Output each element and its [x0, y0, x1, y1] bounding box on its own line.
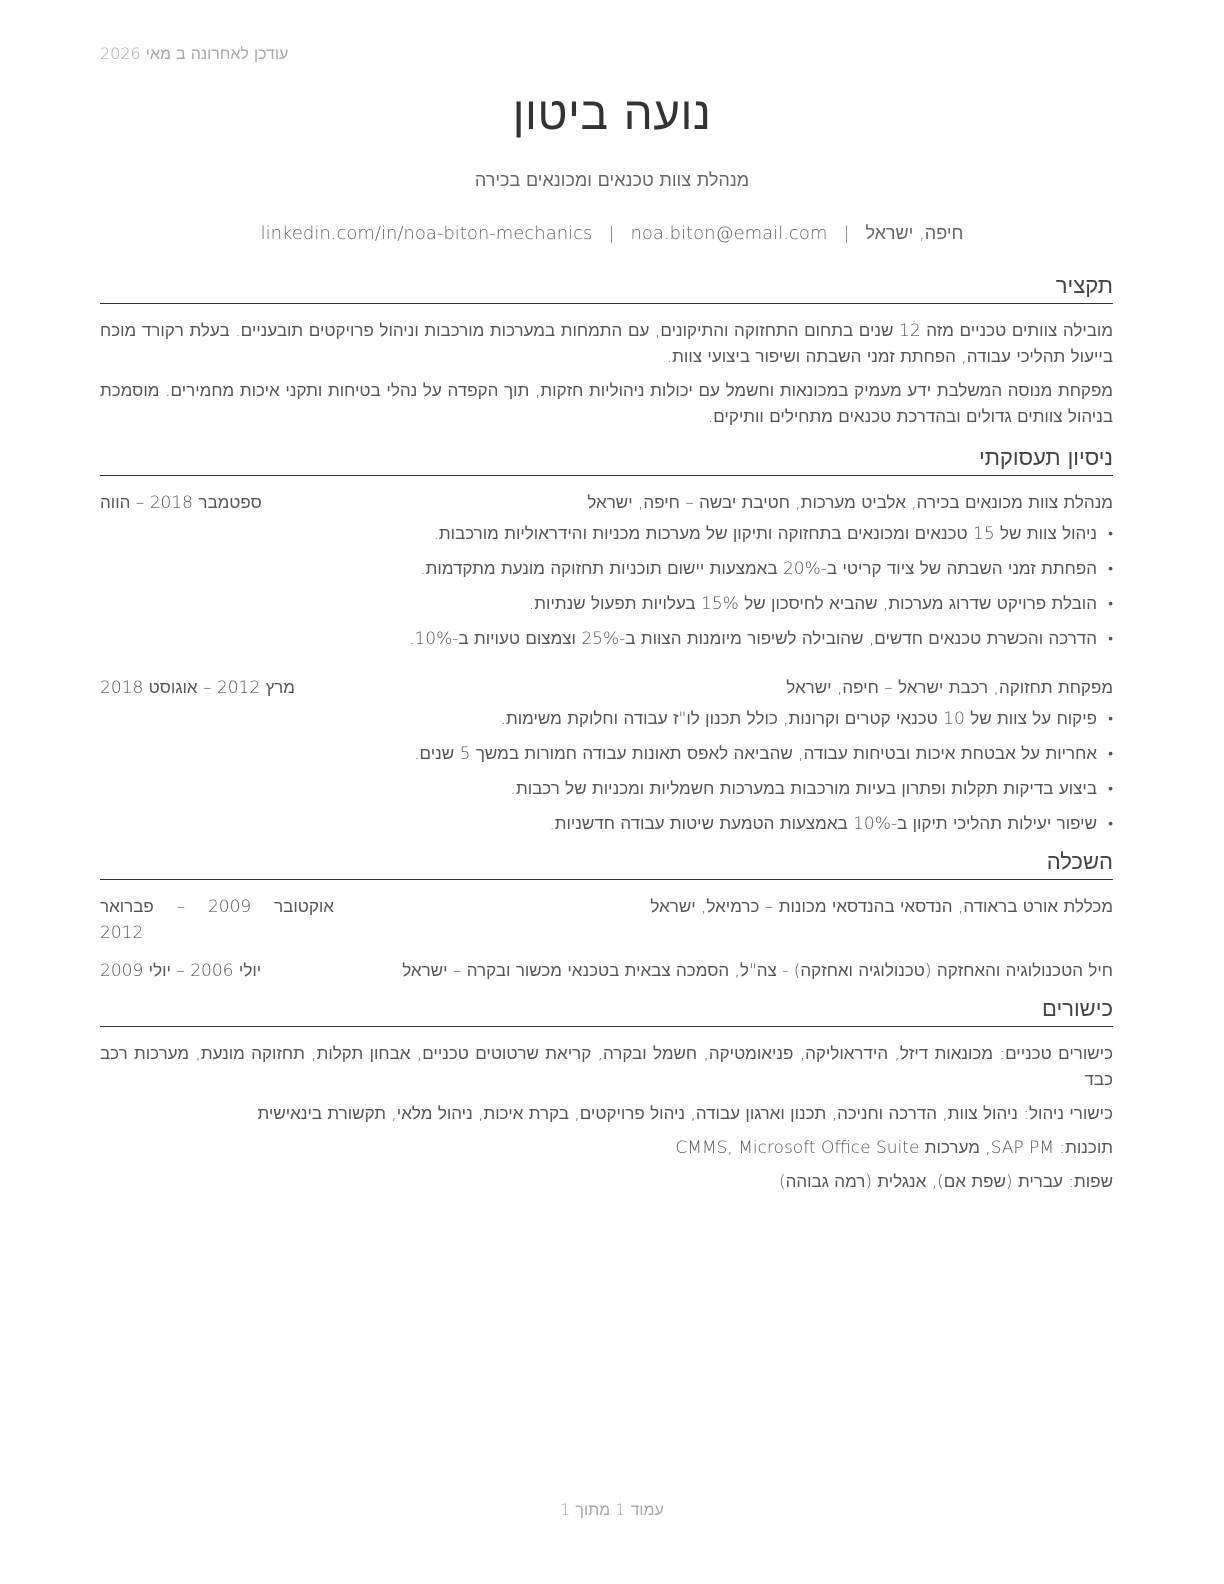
job-bullet: • הובלת פרויקט שדרוג מערכות, שהביא לחיסכון של 15% בעלויות תפעול שנתיות.: [334, 591, 1113, 617]
job-bullet: • אחריות על אבטחת איכות ובטיחות עבודה, שהביאה לאפס תאונות עבודה חמורות במשך 5 שנים.: [334, 741, 1113, 767]
bullet-dot-icon: •: [1108, 561, 1113, 577]
job-bullet: • הפחתת זמני השבתה של ציוד קריטי ב-20% באמצעות יישום תוכניות תחזוקה מונעת מתקדמות.: [334, 556, 1113, 582]
job-bullets: [334, 706, 1113, 837]
job-entry: [100, 490, 1113, 661]
experience-heading: ניסיון תעסוקתי: [100, 444, 1113, 476]
education-heading: השכלה: [100, 848, 1113, 880]
contact-linkedin[interactable]: linkedin.com/in/noa-biton-mechanics: [260, 223, 593, 244]
page-number: עמוד 1 מתוך 1: [560, 1500, 664, 1519]
contact-email[interactable]: noa.biton@email.com: [630, 223, 828, 244]
job-bullet: • ניהול צוות של 15 טכנאים ומכונאים בתחזוקה ותיקון של מערכות מכניות והידראוליות מורכבות.: [334, 521, 1113, 547]
bullet-dot-icon: •: [1108, 596, 1113, 612]
bullet-dot-icon: •: [1108, 526, 1113, 542]
contact-separator: |: [608, 223, 615, 244]
job-bullets: [334, 521, 1113, 652]
bullet-dot-icon: •: [1108, 711, 1113, 727]
education-title: חיל הטכנולוגיה והאחזקה (טכנולוגיה ואחזקה) - צה"ל, הסמכה צבאית בטכנאי מכשור ובקרה – ישראל: [402, 961, 1113, 981]
skill-line: כישורי ניהול: ניהול צוות, הדרכה וחניכה, תכנון וארגון עבודה, ניהול פרויקטים, בקרת איכות, ניהול מלאי, תקשורת בינאישית: [257, 1104, 1113, 1124]
job-title: מנהלת צוות מכונאים בכירה, אלביט מערכות, חטיבת יבשה – חיפה, ישראל: [587, 493, 1113, 513]
job-entry: [100, 675, 1113, 846]
job-date: מרץ 2012 – אוגוסט 2018: [100, 678, 295, 698]
contact-separator: |: [843, 223, 850, 244]
education-entry: [100, 894, 1113, 946]
skill-line: שפות: עברית (שפת אם), אנגלית (רמה גבוהה): [778, 1172, 1113, 1192]
summary-heading: תקציר: [100, 272, 1113, 304]
education-title: מכללת אורט בראודה, הנדסאי בהנדסאי מכונות – כרמיאל, ישראל: [650, 897, 1113, 917]
job-bullet: • פיקוח על צוות של 10 טכנאי קטרים וקרונות, כולל תכנון לו"ז עבודה וחלוקת משימות.: [334, 706, 1113, 732]
candidate-name: נועה ביטון: [512, 86, 712, 140]
bullet-dot-icon: •: [1108, 781, 1113, 797]
summary-paragraph: מובילה צוותים טכניים מזה 12 שנים בתחום התחזוקה והתיקונים, עם התמחות במערכות מורכבות וניהול פרויקטים תובעניים. בעלת רקורד מוכח בייעול תהליכי עבודה, הפחתת זמני השבתה ושיפור ביצועי צוות.: [100, 321, 1114, 367]
bullet-dot-icon: •: [1108, 631, 1113, 647]
education-date: יולי 2006 – יולי 2009: [100, 961, 262, 981]
job-bullet: • ביצוע בדיקות תקלות ופתרון בעיות מורכבות במערכות חשמליות ומכניות של רכבות.: [334, 776, 1113, 802]
education-date: אוקטובר 2009 – פברואר 2012: [100, 897, 334, 943]
contact-location: חיפה, ישראל: [865, 223, 964, 244]
skill-line: תוכנות: SAP PM, מערכות CMMS, Microsoft Office Suite: [675, 1138, 1113, 1158]
job-title: מפקחת תחזוקה, רכבת ישראל – חיפה, ישראל: [786, 678, 1113, 698]
skill-line: כישורים טכניים: מכונאות דיזל, הידראוליקה, פניאומטיקה, חשמל ובקרה, קריאת שרטוטים טכניים, אבחון תקלות, תחזוקה מונעת, מערכות רכב כבד: [100, 1044, 1113, 1090]
candidate-tagline: מנהלת צוות טכנאים ומכונאים בכירה: [474, 170, 750, 191]
bullet-dot-icon: •: [1108, 746, 1113, 762]
summary-paragraph: מפקחת מנוסה המשלבת ידע מעמיק במכונאות וחשמל עם יכולות ניהוליות חזקות, תוך הקפדה על נהלי בטיחות ותקני איכות מחמירים. מוסמכת בניהול צוותים גדולים ובהדרכת טכנאים מתחילים וותיקים.: [100, 381, 1113, 427]
contact-line: [0, 223, 1224, 244]
job-bullet: • שיפור יעילות תהליכי תיקון ב-10% באמצעות הטמעת שיטות עבודה חדשניות.: [334, 811, 1113, 837]
resume-content: [100, 272, 1113, 1203]
job-bullet: • הדרכה והכשרת טכנאים חדשים, שהובילה לשיפור מיומנות הצוות ב-25% וצמצום טעויות ב-10%.: [334, 626, 1113, 652]
last-updated: עודכן לאחרונה ב מאי 2026: [100, 44, 289, 63]
skills-heading: כישורים: [100, 995, 1113, 1027]
bullet-dot-icon: •: [1108, 816, 1113, 832]
education-entry: [100, 958, 1113, 989]
job-date: ספטמבר 2018 – הווה: [100, 493, 262, 513]
